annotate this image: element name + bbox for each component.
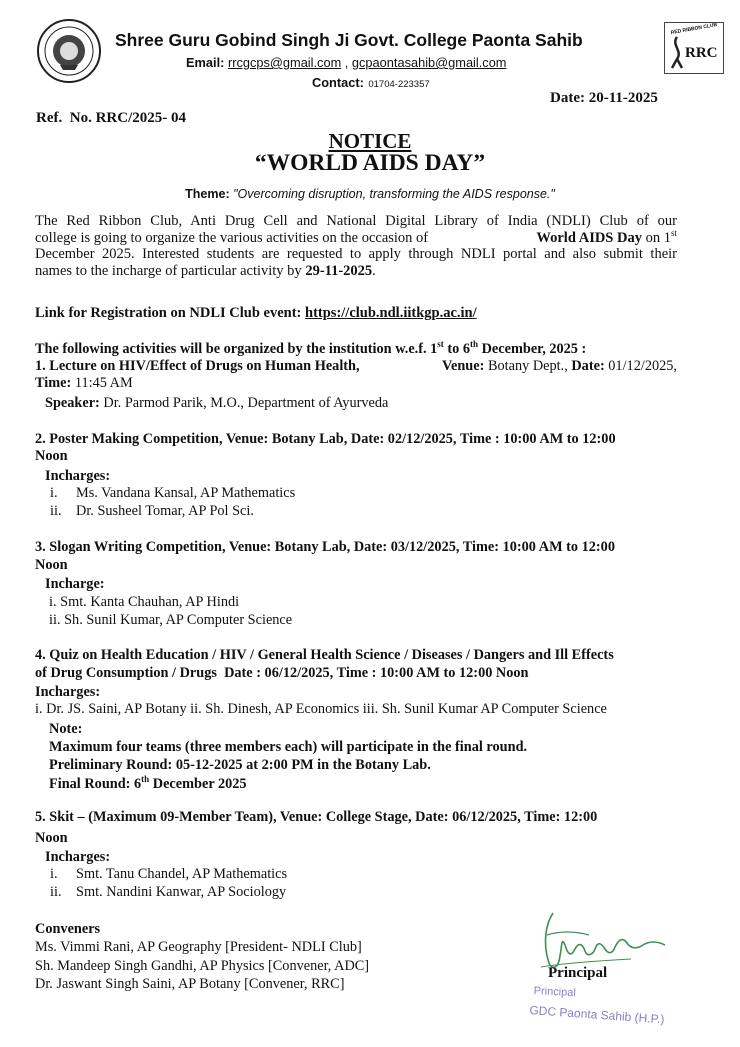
rrc-logo-mark: RRC (685, 45, 718, 61)
convener-1: Ms. Vimmi Rani, AP Geography [President- NDLI Club] (35, 939, 362, 955)
activity-2-incharge-1-name: Ms. Vandana Kansal, AP Mathematics (76, 485, 296, 501)
intro-paragraph (35, 213, 677, 279)
registration-link[interactable]: https://club.ndl.iitkgp.ac.in/ (305, 305, 477, 321)
theme-text: "Overcoming disruption, transforming the AIDS response." (233, 187, 555, 201)
list-number: ii. (50, 884, 62, 900)
activity-4-note-label: Note: (49, 721, 83, 737)
activities-intro-sup-1: st (437, 339, 444, 350)
activity-2-incharge-2 (50, 503, 254, 519)
theme-line (0, 187, 740, 201)
activity-1-line-1 (35, 358, 677, 374)
college-name: Shree Guru Gobind Singh Ji Govt. College Paonta Sahib (115, 30, 583, 50)
activity-2-incharges-label: Incharges: (45, 468, 111, 484)
activity-1-time-label: Time: (35, 375, 72, 391)
activity-2-line-1: 2. Poster Making Competition, Venue: Botany Lab, Date: 02/12/2025, Time : 10:00 AM to 12:00 (35, 431, 616, 447)
activity-1-time-value: 11:45 AM (74, 375, 133, 391)
activities-intro-to: to 6 (443, 341, 471, 357)
email-link-2[interactable]: gcpaontasahib@gmail.com (351, 55, 507, 70)
notice-date: Date: 20-11-2025 (550, 90, 658, 106)
intro-line-2-on: on 1 (641, 229, 671, 246)
intro-line-4-period: . (372, 262, 376, 279)
college-logo (36, 18, 102, 84)
list-number: i. (50, 866, 58, 882)
activity-4-final-round (49, 776, 247, 792)
activity-1-venue-label: Venue: (442, 358, 485, 374)
activities-intro-end: December, 2025 : (478, 341, 587, 357)
final-round-sup: th (141, 774, 150, 785)
contact-line (312, 74, 430, 92)
reference-number: Ref. No. RRC/2025- 04 (36, 110, 186, 126)
activity-5-incharge-2-name: Smt. Nandini Kanwar, AP Sociology (76, 884, 287, 900)
notice-heading: NOTICE (328, 129, 412, 153)
intro-line-2 (35, 227, 677, 247)
contact-value: 01704-223357 (368, 79, 430, 90)
activity-4-incharges-label: Incharges: (35, 684, 101, 700)
activity-2-line-2: Noon (35, 448, 68, 464)
activities-intro-text: The following activities will be organized by the institution w.e.f. 1 (35, 341, 438, 357)
activity-1-venue: Botany Dept., (487, 358, 568, 374)
contact-label: Contact: (312, 75, 364, 90)
intro-line-2-text: college is going to organize the various activities on the occasion of (35, 229, 429, 246)
activity-4-note-2: Preliminary Round: 05-12-2025 at 2:00 PM in the Botany Lab. (49, 757, 431, 773)
activity-1-speaker-label: Speaker: (45, 395, 100, 411)
activity-1-speaker (45, 395, 388, 411)
final-round-date: December 2025 (149, 776, 247, 792)
activity-5-line-1: 5. Skit – (Maximum 09-Member Team), Venue: College Stage, Date: 06/12/2025, Time: 12:00 (35, 809, 598, 825)
rrc-logo (664, 22, 724, 74)
activity-3-line-2: Noon (35, 557, 68, 573)
activity-3-line-1: 3. Slogan Writing Competition, Venue: Botany Lab, Date: 03/12/2025, Time: 10:00 AM to 12:00 (35, 539, 615, 555)
theme-label: Theme: (185, 187, 230, 201)
activity-1-date: 01/12/2025, (608, 358, 677, 374)
activity-4-incharges-line: i. Dr. JS. Saini, AP Botany ii. Sh. Dinesh, AP Economics iii. Sh. Sunil Kumar AP Computer Science (35, 701, 607, 717)
activity-4-note-1: Maximum four teams (three members each) will participate in the final round. (49, 739, 528, 755)
activity-1-title: 1. Lecture on HIV/Effect of Drugs on Human Health, (35, 358, 360, 374)
activity-5-incharge-2 (50, 884, 286, 900)
convener-2: Sh. Mandeep Singh Gandhi, AP Physics [Convener, ADC] (35, 958, 370, 974)
activity-1-time (35, 375, 133, 391)
email-line (186, 55, 506, 70)
intro-line-1: The Red Ribbon Club, Anti Drug Cell and National Digital Library of India (NDLI) Club of our (35, 213, 677, 229)
intro-line-3: December 2025. Interested students are requested to apply through NDLI portal and also submit their (35, 246, 677, 262)
activity-3-incharge-2: ii. Sh. Sunil Kumar, AP Computer Science (49, 612, 293, 628)
activity-5-incharges-label: Incharges: (45, 849, 111, 865)
activity-5-line-2: Noon (35, 830, 68, 846)
activity-2-incharge-1 (50, 485, 295, 501)
rrc-logo-caption: RED RIBBON CLUB (670, 21, 718, 37)
intro-line-4 (35, 263, 677, 280)
activities-intro-sup-2: th (470, 339, 479, 350)
list-number: ii. (50, 503, 62, 519)
email-link-1[interactable]: rrcgcps@gmail.com (227, 55, 342, 70)
activity-1-date-label: Date: (571, 358, 605, 374)
activity-5-incharge-1-name: Smt. Tanu Chandel, AP Mathematics (76, 866, 288, 882)
world-aids-day-emphasis: World AIDS Day (536, 229, 642, 246)
notice-title: “WORLD AIDS DAY” (254, 150, 486, 176)
email-separator: , (344, 55, 349, 70)
activity-3-incharge-1: i. Smt. Kanta Chauhan, AP Hindi (49, 594, 240, 610)
activity-4-line-1: 4. Quiz on Health Education / HIV / General Health Science / Diseases / Dangers and Ill Effects (35, 647, 614, 663)
registration-link-line (35, 305, 477, 322)
activity-5-incharge-1 (50, 866, 287, 882)
convener-3: Dr. Jaswant Singh Saini, AP Botany [Convener, RRC] (35, 976, 345, 992)
conveners-title: Conveners (35, 921, 101, 937)
registration-link-label: Link for Registration on NDLI Club event: (35, 305, 306, 321)
list-number: i. (50, 485, 58, 501)
final-round-label: Final Round: 6 (49, 776, 142, 792)
activity-1-speaker-name: Dr. Parmod Parik, M.O., Department of Ayurveda (103, 395, 389, 411)
activity-2-incharge-2-name: Dr. Susheel Tomar, AP Pol Sci. (76, 503, 254, 519)
principal-label: Principal (548, 965, 608, 981)
activity-3-incharge-label: Incharge: (45, 576, 105, 592)
email-label: Email: (186, 55, 225, 70)
activities-intro (35, 341, 586, 357)
principal-stamp-line-1: Principal (533, 985, 577, 1000)
principal-stamp-line-2: GDC Paonta Sahib (H.P.) (529, 1003, 665, 1027)
deadline-date: 29-11-2025 (305, 262, 373, 279)
intro-line-2-sup: st (670, 227, 677, 238)
activity-4-line-2: of Drug Consumption / Drugs Date : 06/12/2025, Time : 10:00 AM to 12:00 Noon (35, 665, 529, 681)
intro-line-4-text: names to the incharge of particular activity by (35, 262, 306, 279)
